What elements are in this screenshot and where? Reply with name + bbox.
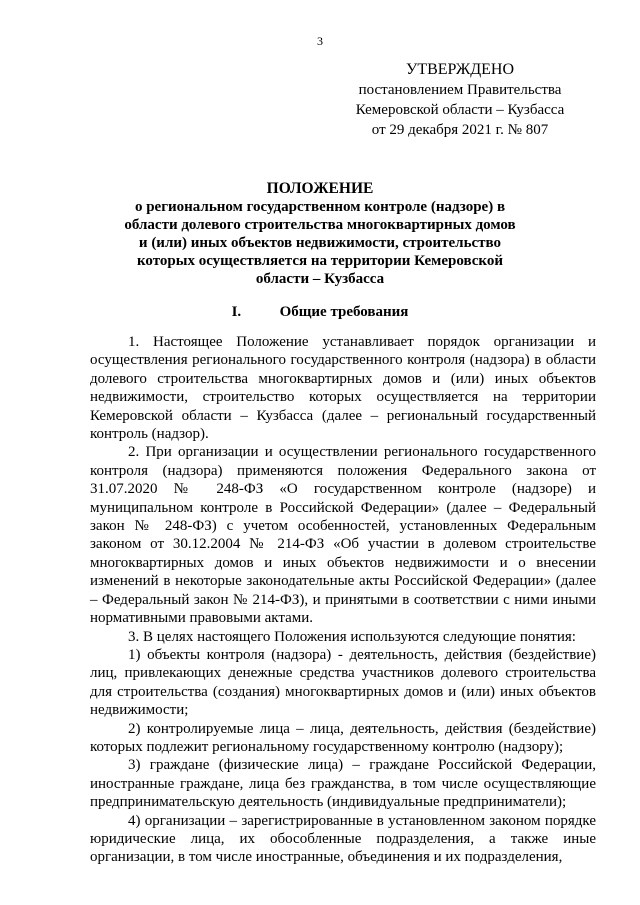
approval-title: УТВЕРЖДЕНО — [405, 61, 514, 78]
paragraph: 1) объекты контроля (надзора) - деятельность, действия (бездействие) лиц, привлекающих денежные средства участников долевого строительства для строительства (создания) многоквартирных домов и (или) иных объектов недвижимости; — [90, 646, 596, 719]
page-number: 3 — [317, 34, 323, 48]
section-heading — [0, 303, 640, 321]
document-subtitle-line: о региональном государственном контроле (надзоре) в — [134, 199, 506, 215]
paragraph: 3) граждане (физические лица) – граждане Российской Федерации, иностранные граждане, лица без гражданства, в том числе осуществляющие предпринимательскую деятельность (индивидуальные предприниматели); — [90, 757, 596, 811]
section-title: Общие требования — [279, 304, 409, 320]
approval-line: постановлением Правительства — [358, 82, 562, 98]
document-subtitle-line: и (или) иных объектов недвижимости, строительство — [138, 235, 502, 251]
document-subtitle-line: области – Кузбасса — [255, 271, 385, 287]
paragraph: 3. В целях настоящего Положения используются следующие понятия: — [128, 628, 576, 645]
document-subtitle-line: области долевого строительства многоквартирных домов — [124, 217, 516, 233]
approval-block — [330, 60, 590, 140]
paragraph: 4) организации – зарегистрированные в установленном законом порядке юридические лица, их обособленные подразделения, а также иные организации, в том числе иностранные, объединения и их подразделения, — [90, 812, 596, 866]
document-title: ПОЛОЖЕНИЕ — [266, 180, 374, 197]
approval-line: от 29 декабря 2021 г. № 807 — [371, 122, 549, 138]
document-subtitle-line: которых осуществляется на территории Кемеровской — [136, 253, 503, 269]
approval-line: Кемеровской области – Кузбасса — [355, 102, 565, 118]
document-body — [90, 333, 596, 867]
document-heading — [110, 180, 530, 288]
paragraph: 2) контролируемые лица – лица, деятельность, действия (бездействие) которых подлежит региональному государственному контролю (надзору); — [90, 720, 596, 755]
paragraph: 2. При организации и осуществлении регионального государственного контроля (надзора) применяются положения Федерального закона от 31.07.2020 № 248-ФЗ «О государственном контроле (надзоре) и муниципальном контроле в Российской Федерации» (далее – Федеральный закон № 248-ФЗ) с учетом особенностей, установленных Федеральным законом от 30.12.2004 № 214-ФЗ «Об участии в долевом строительстве многоквартирных домов и иных объектов недвижимости и о внесении изменений в некоторые законодательные акты Российской Федерации» (далее – Федеральный закон № 214-ФЗ), и принятыми в соответствии с ними иными нормативными правовыми актами. — [90, 444, 596, 627]
section-number: I. — [231, 304, 242, 320]
paragraph: 1. Настоящее Положение устанавливает порядок организации и осуществления регионального государственного контроля (надзора) в области долевого строительства многоквартирных домов и (или) иных объектов недвижимости, строительство которых осуществляется на территории Кемеровской области – Кузбасса (далее – региональный государственный контроль (надзор). — [90, 334, 596, 443]
